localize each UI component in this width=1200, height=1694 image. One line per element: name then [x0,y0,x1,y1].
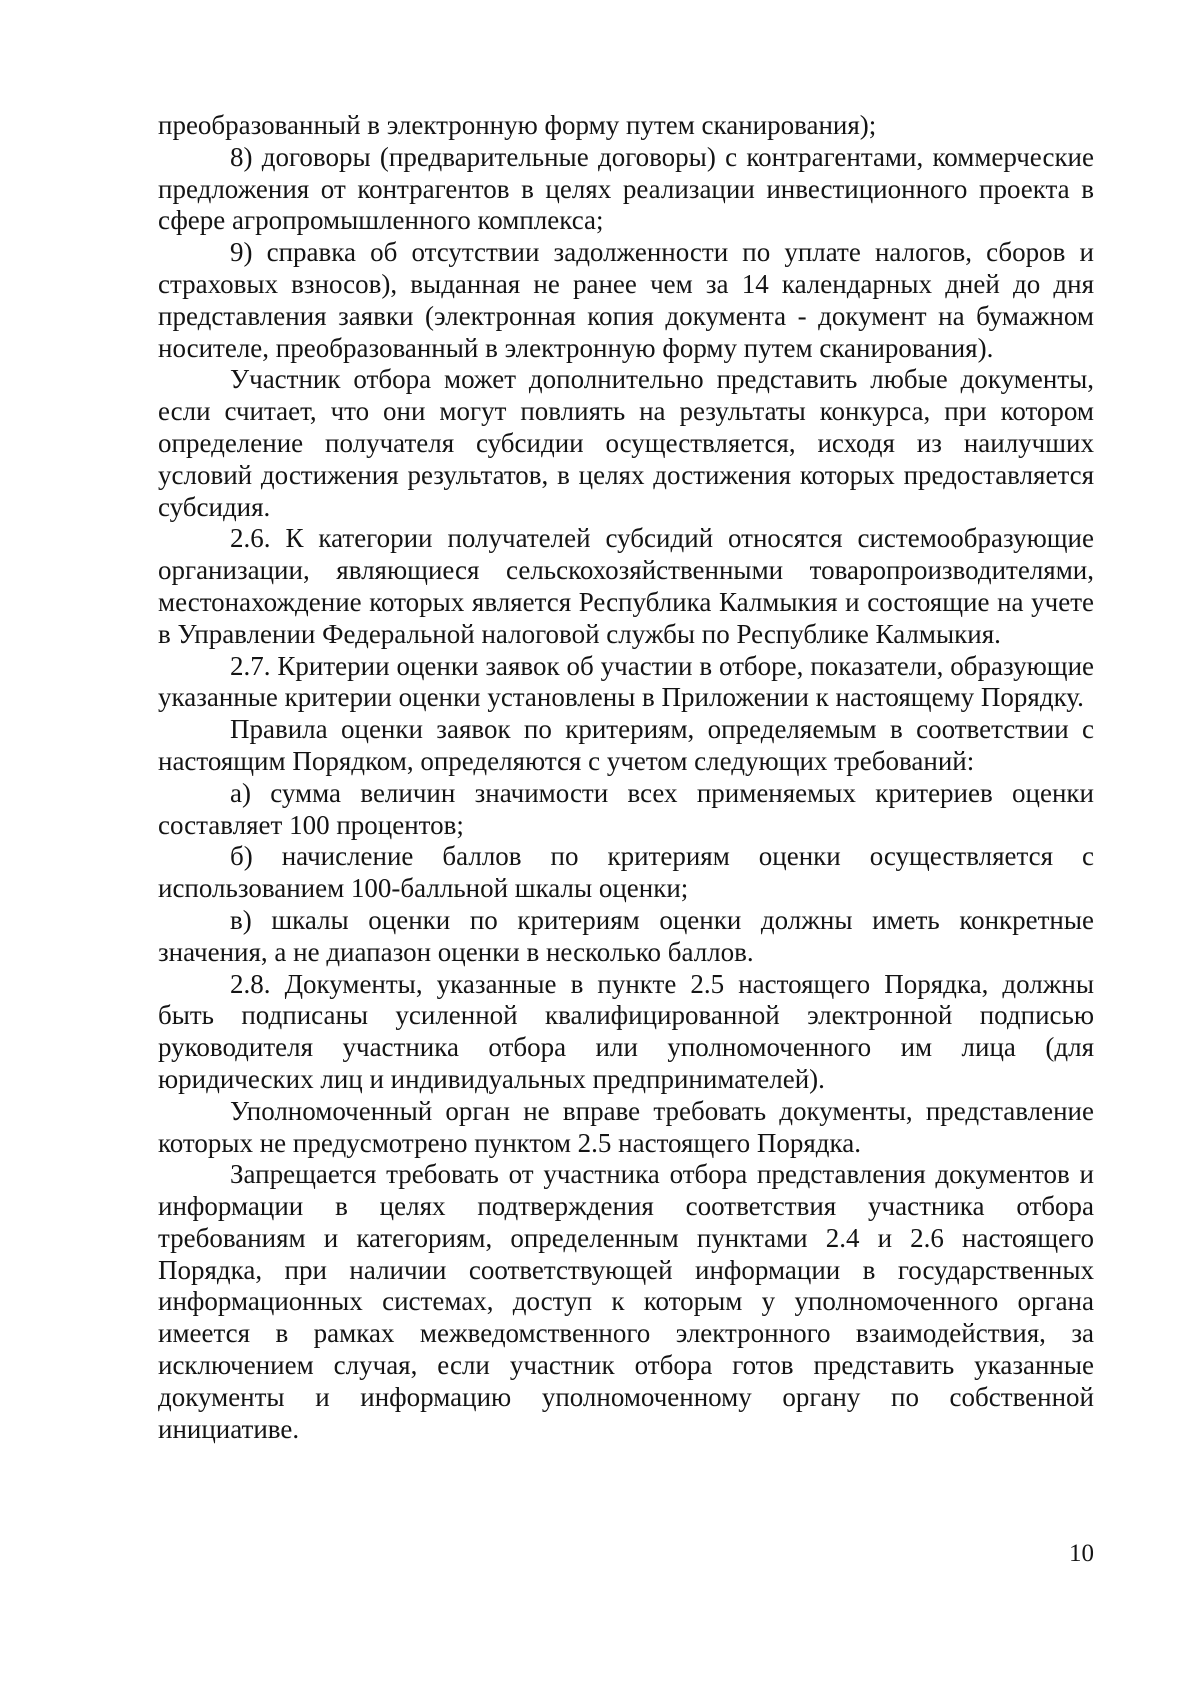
document-body [158,110,1094,1445]
paragraph-rule-c: в) шкалы оценки по критериям оценки должны иметь конкретные значения, а не диапазон оценки в несколько баллов. [158,904,1094,967]
paragraph-2-6-recipient-category: 2.6. К категории получателей субсидий относятся системообразующие организации, являющиеся сельскохозяйственными товаропроизводителями, местонахождение которых является Республика Калмыкия и состоящие на учете в Управлении Федеральной налоговой службы по Республике Калмыкия. [158,523,1094,649]
paragraph-item-8-contracts: 8) договоры (предварительные договоры) с контрагентами, коммерческие предложения от контрагентов в целях реализации инвестиционного проекта в сфере агропромышленного комплекса; [158,141,1094,236]
paragraph-rule-b: б) начисление баллов по критериям оценки осуществляется с использованием 100-балльной шкалы оценки; [158,841,1094,904]
paragraph-2-8-signature: 2.8. Документы, указанные в пункте 2.5 настоящего Порядка, должны быть подписаны усиленной квалифицированной электронной подписью руководителя участника отбора или уполномоченного им лица (для юридических лиц и индивидуальных предпринимателей). [158,968,1094,1094]
paragraph-evaluation-rules: Правила оценки заявок по критериям, определяемым в соответствии с настоящим Порядком, определяются с учетом следующих требований: [158,714,1094,776]
paragraph-prohibition: Запрещается требовать от участника отбора представления документов и информации в целях подтверждения соответствия участника отбора требованиям и категориям, определенным пунктами 2.4 и 2.6 настоящего Порядка, при наличии соответствующей информации в государственных информационных системах, доступ к которым у уполномоченного органа имеется в рамках межведомственного электронного взаимодействия, за исключением случая, если участник отбора готов представить указанные документы и информацию уполномоченному органу по собственной инициативе. [158,1159,1094,1444]
paragraph-rule-a: а) сумма величин значимости всех применяемых критериев оценки составляет 100 процентов; [158,777,1094,840]
paragraph-scan-continuation: преобразованный в электронную форму путем сканирования); [158,110,877,140]
paragraph-authority-restriction: Уполномоченный орган не вправе требовать документы, представление которых не предусмотрено пунктом 2.5 настоящего Порядка. [158,1095,1094,1158]
paragraph-item-9-tax-certificate: 9) справка об отсутствии задолженности по уплате налогов, сборов и страховых взносов), выданная не ранее чем за 14 календарных дней до дня представления заявки (электронная копия документа - документ на бумажном носителе, преобразованный в электронную форму путем сканирования). [158,237,1094,363]
paragraph-additional-documents: Участник отбора может дополнительно представить любые документы, если считает, что они могут повлиять на результаты конкурса, при котором определение получателя субсидии осуществляется, исходя из наилучших условий достижения результатов, в целях достижения которых предоставляется субсидия. [158,364,1094,522]
page-number: 10 [1069,1540,1094,1567]
paragraph-2-7-evaluation-criteria: 2.7. Критерии оценки заявок об участии в отборе, показатели, образующие указанные критерии оценки установлены в Приложении к настоящему Порядку. [158,650,1094,713]
